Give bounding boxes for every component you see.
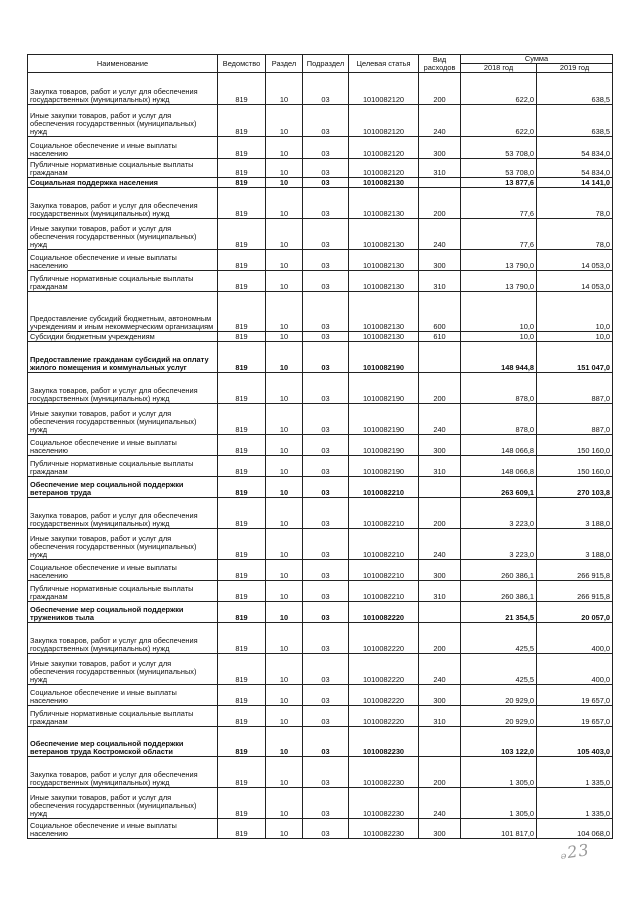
row-type: 200 bbox=[419, 498, 461, 529]
row-sum-2019: 400,0 bbox=[537, 654, 613, 685]
row-subsection: 03 bbox=[303, 435, 349, 456]
row-sum-2018: 13 877,6 bbox=[461, 178, 537, 188]
table-body bbox=[28, 73, 613, 839]
row-target: 1010082210 bbox=[349, 560, 419, 581]
row-name: Предоставление субсидий бюджетным, автономным учреждениям и иным некоммерческим организациям bbox=[28, 292, 218, 332]
row-subsection: 03 bbox=[303, 342, 349, 373]
table-row bbox=[28, 727, 613, 757]
row-target: 1010082220 bbox=[349, 706, 419, 727]
row-dept: 819 bbox=[218, 435, 266, 456]
row-dept: 819 bbox=[218, 188, 266, 219]
row-subsection: 03 bbox=[303, 219, 349, 250]
row-dept: 819 bbox=[218, 685, 266, 706]
row-section: 10 bbox=[266, 404, 303, 435]
row-target: 1010082120 bbox=[349, 105, 419, 137]
row-target: 1010082190 bbox=[349, 342, 419, 373]
table-row bbox=[28, 706, 613, 727]
row-target: 1010082210 bbox=[349, 529, 419, 560]
row-name: Иные закупки товаров, работ и услуг для обеспечения государственных (муниципальных) нужд bbox=[28, 105, 218, 137]
row-dept: 819 bbox=[218, 271, 266, 292]
col-header-2019: 2019 год bbox=[537, 64, 613, 73]
row-section: 10 bbox=[266, 137, 303, 159]
row-name: Обеспечение мер социальной поддержки тружеников тыла bbox=[28, 602, 218, 623]
row-subsection: 03 bbox=[303, 250, 349, 271]
row-subsection: 03 bbox=[303, 271, 349, 292]
row-type: 610 bbox=[419, 332, 461, 342]
row-dept: 819 bbox=[218, 819, 266, 839]
row-type bbox=[419, 178, 461, 188]
table-row bbox=[28, 560, 613, 581]
row-section: 10 bbox=[266, 105, 303, 137]
table-row bbox=[28, 498, 613, 529]
row-dept: 819 bbox=[218, 159, 266, 178]
row-sum-2018: 10,0 bbox=[461, 292, 537, 332]
col-header-target: Целевая статья bbox=[349, 55, 419, 73]
row-subsection: 03 bbox=[303, 623, 349, 654]
row-target: 1010082220 bbox=[349, 685, 419, 706]
row-target: 1010082130 bbox=[349, 292, 419, 332]
row-target: 1010082230 bbox=[349, 727, 419, 757]
table-row bbox=[28, 178, 613, 188]
row-sum-2018: 13 790,0 bbox=[461, 250, 537, 271]
row-section: 10 bbox=[266, 757, 303, 788]
table-row bbox=[28, 819, 613, 839]
row-type: 240 bbox=[419, 788, 461, 819]
row-sum-2018: 622,0 bbox=[461, 73, 537, 105]
row-sum-2018: 77,6 bbox=[461, 188, 537, 219]
row-sum-2018: 77,6 bbox=[461, 219, 537, 250]
row-subsection: 03 bbox=[303, 654, 349, 685]
row-sum-2018: 263 609,1 bbox=[461, 477, 537, 498]
row-name: Иные закупки товаров, работ и услуг для обеспечения государственных (муниципальных) нужд bbox=[28, 654, 218, 685]
row-type: 300 bbox=[419, 685, 461, 706]
row-section: 10 bbox=[266, 456, 303, 477]
row-target: 1010082190 bbox=[349, 404, 419, 435]
col-header-dept: Ведомство bbox=[218, 55, 266, 73]
table-row bbox=[28, 477, 613, 498]
row-name: Иные закупки товаров, работ и услуг для обеспечения государственных (муниципальных) нужд bbox=[28, 788, 218, 819]
row-subsection: 03 bbox=[303, 456, 349, 477]
row-sum-2018: 148 944,8 bbox=[461, 342, 537, 373]
table-row bbox=[28, 685, 613, 706]
row-sum-2018: 3 223,0 bbox=[461, 529, 537, 560]
table-row bbox=[28, 292, 613, 332]
table-row bbox=[28, 788, 613, 819]
row-sum-2019: 20 057,0 bbox=[537, 602, 613, 623]
row-subsection: 03 bbox=[303, 788, 349, 819]
row-sum-2018: 10,0 bbox=[461, 332, 537, 342]
table-row bbox=[28, 757, 613, 788]
row-name: Предоставление гражданам субсидий на оплату жилого помещения и коммунальных услуг bbox=[28, 342, 218, 373]
table-row bbox=[28, 581, 613, 602]
row-sum-2018: 13 790,0 bbox=[461, 271, 537, 292]
row-target: 1010082220 bbox=[349, 623, 419, 654]
row-section: 10 bbox=[266, 332, 303, 342]
row-dept: 819 bbox=[218, 178, 266, 188]
row-subsection: 03 bbox=[303, 477, 349, 498]
row-sum-2018: 1 305,0 bbox=[461, 757, 537, 788]
table-row bbox=[28, 159, 613, 178]
row-subsection: 03 bbox=[303, 137, 349, 159]
row-dept: 819 bbox=[218, 757, 266, 788]
budget-table-sheet bbox=[27, 54, 612, 839]
row-subsection: 03 bbox=[303, 727, 349, 757]
row-sum-2018: 1 305,0 bbox=[461, 788, 537, 819]
row-target: 1010082120 bbox=[349, 73, 419, 105]
row-subsection: 03 bbox=[303, 685, 349, 706]
row-section: 10 bbox=[266, 727, 303, 757]
row-dept: 819 bbox=[218, 602, 266, 623]
row-sum-2019: 1 335,0 bbox=[537, 757, 613, 788]
row-section: 10 bbox=[266, 529, 303, 560]
row-subsection: 03 bbox=[303, 105, 349, 137]
row-name: Публичные нормативные социальные выплаты гражданам bbox=[28, 581, 218, 602]
row-type: 240 bbox=[419, 105, 461, 137]
row-target: 1010082120 bbox=[349, 137, 419, 159]
row-subsection: 03 bbox=[303, 404, 349, 435]
row-name: Публичные нормативные социальные выплаты гражданам bbox=[28, 456, 218, 477]
row-target: 1010082190 bbox=[349, 456, 419, 477]
row-dept: 819 bbox=[218, 342, 266, 373]
row-type: 200 bbox=[419, 623, 461, 654]
row-target: 1010082230 bbox=[349, 819, 419, 839]
row-dept: 819 bbox=[218, 332, 266, 342]
row-sum-2018: 148 066,8 bbox=[461, 456, 537, 477]
row-target: 1010082210 bbox=[349, 498, 419, 529]
row-sum-2019: 19 657,0 bbox=[537, 685, 613, 706]
row-target: 1010082210 bbox=[349, 581, 419, 602]
row-dept: 819 bbox=[218, 373, 266, 404]
table-row bbox=[28, 654, 613, 685]
row-subsection: 03 bbox=[303, 178, 349, 188]
row-sum-2019: 14 053,0 bbox=[537, 271, 613, 292]
row-subsection: 03 bbox=[303, 498, 349, 529]
row-name: Закупка товаров, работ и услуг для обеспечения государственных (муниципальных) нужд bbox=[28, 757, 218, 788]
row-sum-2018: 878,0 bbox=[461, 404, 537, 435]
row-section: 10 bbox=[266, 623, 303, 654]
row-subsection: 03 bbox=[303, 581, 349, 602]
row-subsection: 03 bbox=[303, 602, 349, 623]
table-row bbox=[28, 529, 613, 560]
table-row bbox=[28, 250, 613, 271]
row-sum-2019: 887,0 bbox=[537, 373, 613, 404]
table-row bbox=[28, 373, 613, 404]
row-dept: 819 bbox=[218, 250, 266, 271]
row-type: 200 bbox=[419, 188, 461, 219]
row-dept: 819 bbox=[218, 788, 266, 819]
row-type: 240 bbox=[419, 654, 461, 685]
row-subsection: 03 bbox=[303, 332, 349, 342]
row-section: 10 bbox=[266, 219, 303, 250]
row-target: 1010082210 bbox=[349, 477, 419, 498]
table-row bbox=[28, 219, 613, 250]
row-type: 300 bbox=[419, 435, 461, 456]
row-sum-2019: 150 160,0 bbox=[537, 456, 613, 477]
row-name: Иные закупки товаров, работ и услуг для обеспечения государственных (муниципальных) нужд bbox=[28, 404, 218, 435]
row-type: 200 bbox=[419, 73, 461, 105]
row-subsection: 03 bbox=[303, 188, 349, 219]
row-dept: 819 bbox=[218, 623, 266, 654]
row-target: 1010082220 bbox=[349, 602, 419, 623]
table-row bbox=[28, 404, 613, 435]
row-section: 10 bbox=[266, 685, 303, 706]
row-sum-2018: 20 929,0 bbox=[461, 706, 537, 727]
row-sum-2019: 3 188,0 bbox=[537, 498, 613, 529]
col-header-name: Наименование bbox=[28, 55, 218, 73]
row-sum-2019: 3 188,0 bbox=[537, 529, 613, 560]
row-dept: 819 bbox=[218, 581, 266, 602]
row-name: Публичные нормативные социальные выплаты гражданам bbox=[28, 706, 218, 727]
row-dept: 819 bbox=[218, 727, 266, 757]
row-subsection: 03 bbox=[303, 292, 349, 332]
row-dept: 819 bbox=[218, 498, 266, 529]
row-dept: 819 bbox=[218, 105, 266, 137]
row-sum-2019: 19 657,0 bbox=[537, 706, 613, 727]
row-name: Социальное обеспечение и иные выплаты населению bbox=[28, 435, 218, 456]
row-type bbox=[419, 477, 461, 498]
row-type: 200 bbox=[419, 373, 461, 404]
table-row bbox=[28, 73, 613, 105]
row-dept: 819 bbox=[218, 137, 266, 159]
row-section: 10 bbox=[266, 706, 303, 727]
row-dept: 819 bbox=[218, 73, 266, 105]
row-subsection: 03 bbox=[303, 706, 349, 727]
row-section: 10 bbox=[266, 271, 303, 292]
row-dept: 819 bbox=[218, 219, 266, 250]
row-type: 300 bbox=[419, 137, 461, 159]
col-header-2018: 2018 год bbox=[461, 64, 537, 73]
col-header-type: Вид расходов bbox=[419, 55, 461, 73]
row-target: 1010082120 bbox=[349, 159, 419, 178]
row-target: 1010082130 bbox=[349, 219, 419, 250]
row-section: 10 bbox=[266, 292, 303, 332]
col-header-subsection: Подраздел bbox=[303, 55, 349, 73]
row-sum-2018: 101 817,0 bbox=[461, 819, 537, 839]
table-row bbox=[28, 271, 613, 292]
row-type bbox=[419, 727, 461, 757]
row-sum-2019: 887,0 bbox=[537, 404, 613, 435]
row-sum-2019: 638,5 bbox=[537, 73, 613, 105]
row-sum-2019: 266 915,8 bbox=[537, 581, 613, 602]
row-sum-2018: 622,0 bbox=[461, 105, 537, 137]
row-section: 10 bbox=[266, 560, 303, 581]
table-row bbox=[28, 342, 613, 373]
row-section: 10 bbox=[266, 654, 303, 685]
row-subsection: 03 bbox=[303, 819, 349, 839]
row-name: Закупка товаров, работ и услуг для обеспечения государственных (муниципальных) нужд bbox=[28, 73, 218, 105]
row-name: Социальная поддержка населения bbox=[28, 178, 218, 188]
row-name: Иные закупки товаров, работ и услуг для обеспечения государственных (муниципальных) нужд bbox=[28, 529, 218, 560]
row-sum-2019: 10,0 bbox=[537, 292, 613, 332]
row-section: 10 bbox=[266, 435, 303, 456]
row-sum-2019: 78,0 bbox=[537, 188, 613, 219]
row-name: Субсидии бюджетным учреждениям bbox=[28, 332, 218, 342]
row-name: Социальное обеспечение и иные выплаты населению bbox=[28, 819, 218, 839]
row-name: Социальное обеспечение и иные выплаты населению bbox=[28, 685, 218, 706]
row-subsection: 03 bbox=[303, 373, 349, 404]
row-type: 310 bbox=[419, 581, 461, 602]
row-sum-2019: 400,0 bbox=[537, 623, 613, 654]
row-type bbox=[419, 602, 461, 623]
row-target: 1010082220 bbox=[349, 654, 419, 685]
row-type: 310 bbox=[419, 271, 461, 292]
row-sum-2018: 148 066,8 bbox=[461, 435, 537, 456]
row-type: 600 bbox=[419, 292, 461, 332]
row-name: Обеспечение мер социальной поддержки ветеранов труда Костромской области bbox=[28, 727, 218, 757]
row-sum-2019: 638,5 bbox=[537, 105, 613, 137]
row-target: 1010082130 bbox=[349, 250, 419, 271]
row-subsection: 03 bbox=[303, 159, 349, 178]
row-sum-2019: 104 068,0 bbox=[537, 819, 613, 839]
row-section: 10 bbox=[266, 342, 303, 373]
row-dept: 819 bbox=[218, 292, 266, 332]
table-row bbox=[28, 435, 613, 456]
table-row bbox=[28, 623, 613, 654]
row-name: Социальное обеспечение и иные выплаты населению bbox=[28, 250, 218, 271]
row-type: 310 bbox=[419, 159, 461, 178]
row-sum-2018: 878,0 bbox=[461, 373, 537, 404]
row-dept: 819 bbox=[218, 560, 266, 581]
row-dept: 819 bbox=[218, 529, 266, 560]
table-row bbox=[28, 456, 613, 477]
row-target: 1010082130 bbox=[349, 178, 419, 188]
row-name: Иные закупки товаров, работ и услуг для обеспечения государственных (муниципальных) нужд bbox=[28, 219, 218, 250]
row-sum-2019: 14 053,0 bbox=[537, 250, 613, 271]
table-row bbox=[28, 332, 613, 342]
row-sum-2018: 21 354,5 bbox=[461, 602, 537, 623]
row-subsection: 03 bbox=[303, 560, 349, 581]
row-name: Закупка товаров, работ и услуг для обеспечения государственных (муниципальных) нужд bbox=[28, 623, 218, 654]
handwritten-page-mark: ₔ23 bbox=[558, 840, 591, 863]
row-section: 10 bbox=[266, 819, 303, 839]
row-section: 10 bbox=[266, 178, 303, 188]
row-type: 240 bbox=[419, 529, 461, 560]
row-subsection: 03 bbox=[303, 529, 349, 560]
row-sum-2019: 266 915,8 bbox=[537, 560, 613, 581]
row-sum-2018: 20 929,0 bbox=[461, 685, 537, 706]
row-dept: 819 bbox=[218, 456, 266, 477]
row-subsection: 03 bbox=[303, 73, 349, 105]
row-target: 1010082130 bbox=[349, 332, 419, 342]
row-type: 200 bbox=[419, 757, 461, 788]
row-type bbox=[419, 342, 461, 373]
row-name: Публичные нормативные социальные выплаты гражданам bbox=[28, 271, 218, 292]
row-subsection: 03 bbox=[303, 757, 349, 788]
row-sum-2019: 14 141,0 bbox=[537, 178, 613, 188]
row-target: 1010082230 bbox=[349, 757, 419, 788]
row-name: Закупка товаров, работ и услуг для обеспечения государственных (муниципальных) нужд bbox=[28, 373, 218, 404]
row-sum-2018: 3 223,0 bbox=[461, 498, 537, 529]
row-target: 1010082130 bbox=[349, 188, 419, 219]
table-row bbox=[28, 137, 613, 159]
row-sum-2018: 103 122,0 bbox=[461, 727, 537, 757]
row-dept: 819 bbox=[218, 706, 266, 727]
row-sum-2019: 54 834,0 bbox=[537, 159, 613, 178]
row-name: Социальное обеспечение и иные выплаты населению bbox=[28, 137, 218, 159]
row-name: Закупка товаров, работ и услуг для обеспечения государственных (муниципальных) нужд bbox=[28, 188, 218, 219]
row-name: Обеспечение мер социальной поддержки ветеранов труда bbox=[28, 477, 218, 498]
row-type: 300 bbox=[419, 819, 461, 839]
row-section: 10 bbox=[266, 250, 303, 271]
row-section: 10 bbox=[266, 788, 303, 819]
row-sum-2018: 53 708,0 bbox=[461, 137, 537, 159]
row-section: 10 bbox=[266, 498, 303, 529]
row-sum-2018: 425,5 bbox=[461, 623, 537, 654]
table-row bbox=[28, 105, 613, 137]
col-header-section: Раздел bbox=[266, 55, 303, 73]
table-row bbox=[28, 188, 613, 219]
row-type: 240 bbox=[419, 219, 461, 250]
row-sum-2018: 425,5 bbox=[461, 654, 537, 685]
row-sum-2018: 53 708,0 bbox=[461, 159, 537, 178]
row-target: 1010082190 bbox=[349, 435, 419, 456]
row-dept: 819 bbox=[218, 654, 266, 685]
row-sum-2019: 78,0 bbox=[537, 219, 613, 250]
row-type: 300 bbox=[419, 250, 461, 271]
row-section: 10 bbox=[266, 73, 303, 105]
row-section: 10 bbox=[266, 188, 303, 219]
row-type: 300 bbox=[419, 560, 461, 581]
row-type: 310 bbox=[419, 456, 461, 477]
row-target: 1010082130 bbox=[349, 271, 419, 292]
row-section: 10 bbox=[266, 602, 303, 623]
row-sum-2019: 151 047,0 bbox=[537, 342, 613, 373]
row-section: 10 bbox=[266, 581, 303, 602]
row-sum-2019: 10,0 bbox=[537, 332, 613, 342]
row-section: 10 bbox=[266, 477, 303, 498]
table-row bbox=[28, 602, 613, 623]
row-sum-2019: 1 335,0 bbox=[537, 788, 613, 819]
col-header-sum: Сумма bbox=[461, 55, 613, 64]
row-type: 310 bbox=[419, 706, 461, 727]
row-target: 1010082230 bbox=[349, 788, 419, 819]
row-dept: 819 bbox=[218, 477, 266, 498]
row-type: 240 bbox=[419, 404, 461, 435]
row-name: Социальное обеспечение и иные выплаты населению bbox=[28, 560, 218, 581]
row-sum-2018: 260 386,1 bbox=[461, 581, 537, 602]
row-sum-2019: 105 403,0 bbox=[537, 727, 613, 757]
row-section: 10 bbox=[266, 373, 303, 404]
row-dept: 819 bbox=[218, 404, 266, 435]
row-name: Публичные нормативные социальные выплаты гражданам bbox=[28, 159, 218, 178]
row-sum-2018: 260 386,1 bbox=[461, 560, 537, 581]
row-name: Закупка товаров, работ и услуг для обеспечения государственных (муниципальных) нужд bbox=[28, 498, 218, 529]
row-sum-2019: 150 160,0 bbox=[537, 435, 613, 456]
row-section: 10 bbox=[266, 159, 303, 178]
row-sum-2019: 270 103,8 bbox=[537, 477, 613, 498]
row-sum-2019: 54 834,0 bbox=[537, 137, 613, 159]
budget-table bbox=[27, 54, 613, 839]
row-target: 1010082190 bbox=[349, 373, 419, 404]
